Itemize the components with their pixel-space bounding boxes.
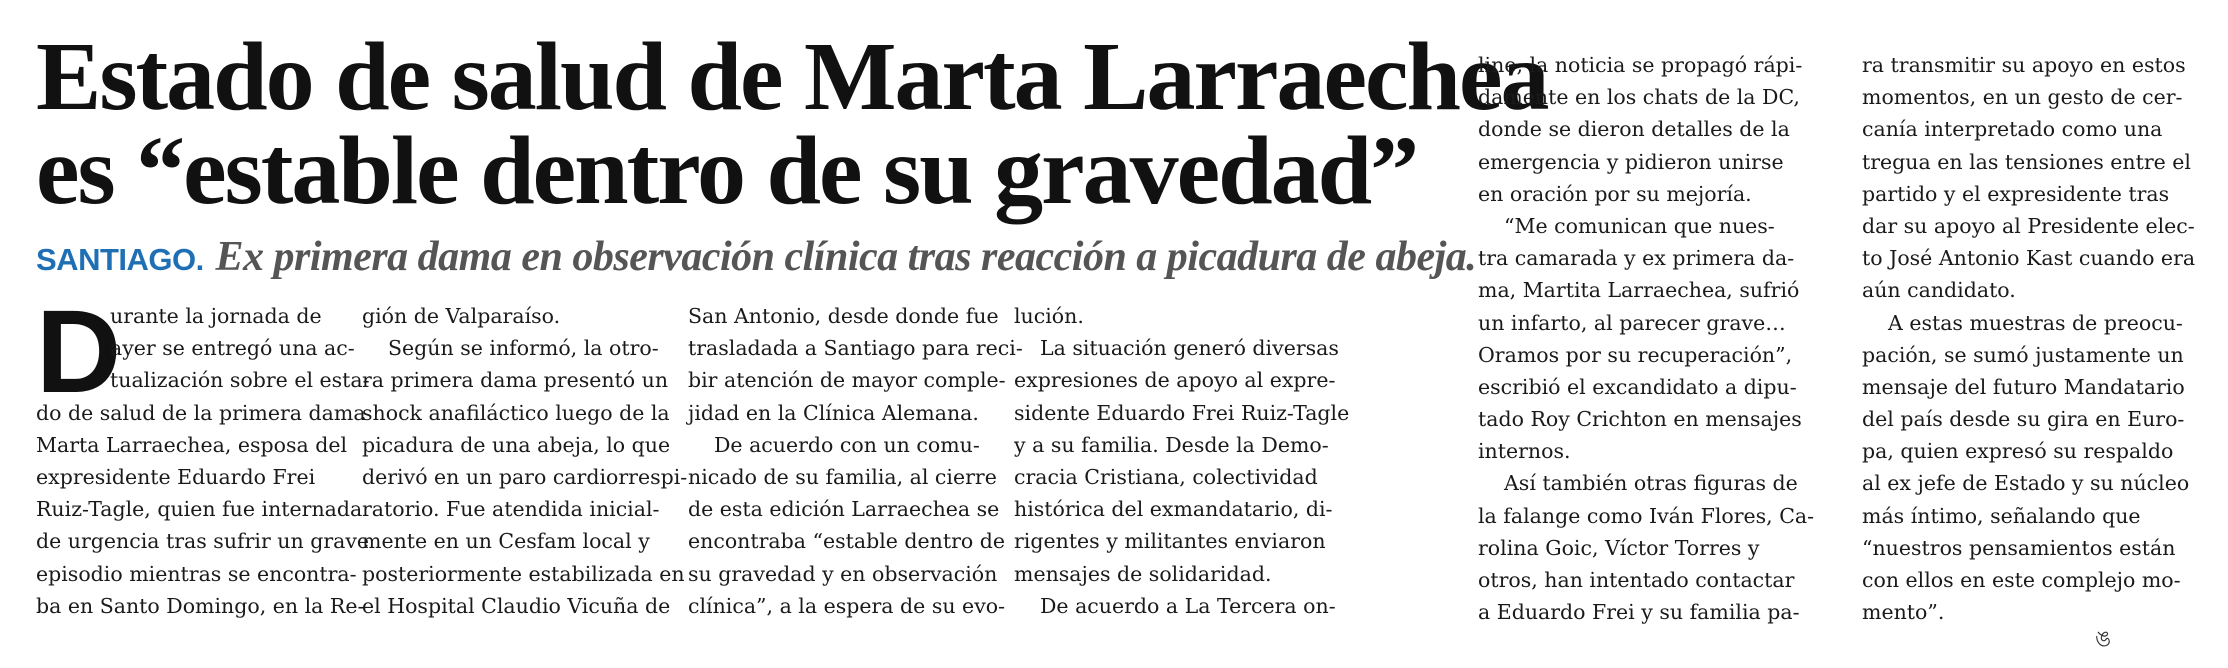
article-line: tra camarada y ex primera da- [1478, 246, 1795, 271]
headline-line-1: Estado de salud de Marta Larraechea [36, 23, 1548, 131]
article-line: nicado de su familia, al cierre [688, 464, 997, 489]
article-line: A estas muestras de preocu- [1888, 310, 2183, 335]
article-line: “Me comunican que nues- [1504, 213, 1775, 238]
article-column-3 [688, 300, 1023, 622]
article-line: un infarto, al parecer grave… [1478, 310, 1786, 335]
article-line: De acuerdo a La Tercera on- [1040, 593, 1336, 618]
article-line: emergencia y pidieron unirse [1478, 149, 1784, 174]
article-column-4 [1014, 300, 1350, 622]
article-line: expresidente Eduardo Frei [36, 464, 316, 489]
article-line: cracia Cristiana, colectividad [1014, 464, 1318, 489]
article-line: donde se dieron detalles de la [1478, 117, 1790, 142]
location-kicker: SANTIAGO. [36, 242, 204, 277]
article-line: mente en un Cesfam local y [362, 529, 650, 554]
headline [36, 23, 1548, 225]
article-line: bir atención de mayor comple- [688, 368, 1006, 393]
article-line: ratorio. Fue atendida inicial- [362, 497, 660, 522]
article-line: Marta Larraechea, esposa del [36, 432, 348, 457]
drop-cap: D [36, 286, 122, 418]
article-line: lución. [1014, 304, 1084, 328]
article-line: su gravedad y en observación [688, 561, 998, 586]
article-line: damente en los chats de la DC, [1478, 85, 1800, 110]
article-column-6 [1862, 49, 2196, 628]
article-line: escribió el excandidato a dipu- [1478, 374, 1797, 399]
article-line: tado Roy Crichton en mensajes [1478, 407, 1802, 432]
article-line: mensajes de solidaridad. [1014, 561, 1272, 586]
article-line: trasladada a Santiago para reci- [688, 336, 1023, 361]
article-line: picadura de una abeja, lo que [362, 432, 671, 457]
article-line: en oración por su mejoría. [1478, 181, 1752, 206]
article-line: mensaje del futuro Mandatario [1862, 374, 2185, 399]
headline-line-2: es “estable dentro de su gravedad” [36, 117, 1418, 225]
end-of-article-mark: ঙ [2095, 627, 2112, 652]
article-line: jidad en la Clínica Alemana. [688, 400, 979, 425]
article-line: internos. [1478, 439, 1571, 464]
article-line: del país desde su gira en Euro- [1862, 407, 2185, 432]
article-line: gión de Valparaíso. [362, 304, 561, 328]
article-line: Oramos por su recuperación”, [1478, 342, 1793, 367]
article-line: to José Antonio Kast cuando era [1862, 246, 2196, 271]
article-line: rigentes y militantes enviaron [1014, 529, 1326, 554]
article-line: ra transmitir su apoyo en estos [1862, 53, 2186, 77]
article-column-2 [362, 300, 688, 622]
article-line: ayer se entregó una ac- [110, 336, 355, 361]
article-line: mento”. [1862, 600, 1945, 625]
article-column-1 [36, 286, 370, 622]
article-line: La situación generó diversas [1040, 336, 1339, 361]
article-line: tregua en las tensiones entre el [1862, 149, 2191, 174]
article-line: dar su apoyo al Presidente elec- [1862, 213, 2195, 238]
article-line: pa, quien expresó su respaldo [1862, 439, 2174, 464]
article-line: “nuestros pensamientos están [1862, 535, 2176, 560]
article-line: encontraba “estable dentro de [688, 529, 1006, 554]
article-line: Ruiz-Tagle, quien fue internada [36, 497, 363, 522]
article-line: Según se informó, la otro- [388, 336, 659, 361]
article-line: De acuerdo con un comu- [714, 432, 980, 457]
article-line: ma, Martita Larraechea, sufrió [1478, 278, 1800, 303]
article-line: aún candidato. [1862, 278, 2016, 303]
article-line: otros, han intentado contactar [1478, 568, 1795, 592]
article-line: sidente Eduardo Frei Ruiz-Tagle [1014, 400, 1350, 425]
article-line: episodio mientras se encontra- [36, 561, 357, 586]
article-line: partido y el expresidente tras [1862, 181, 2170, 206]
article-line: ba en Santo Domingo, en la Re- [36, 593, 365, 618]
article-line: y a su familia. Desde la Demo- [1014, 432, 1329, 457]
article-line: a Eduardo Frei y su familia pa- [1478, 600, 1800, 625]
article-line: ra primera dama presentó un [362, 368, 669, 393]
article-line: al ex jefe de Estado y su núcleo [1862, 471, 2190, 496]
article-line: expresiones de apoyo al expre- [1014, 368, 1336, 393]
article-line: San Antonio, desde donde fue [688, 304, 999, 328]
article-line: derivó en un paro cardiorrespi- [362, 464, 688, 489]
subheadline [36, 235, 1476, 282]
article-line: urante la jornada de [110, 304, 322, 328]
article-line: line, la noticia se propagó rápi- [1478, 53, 1803, 77]
article-line: histórica del exmandatario, di- [1014, 497, 1333, 522]
article-line: shock anafiláctico luego de la [362, 400, 670, 425]
article-column-5 [1478, 49, 1815, 628]
article-line: Así también otras figuras de [1504, 471, 1798, 496]
article-line: tualización sobre el esta- [110, 368, 370, 393]
article-line: posteriormente estabilizada en [362, 561, 685, 586]
article-line: el Hospital Claudio Vicuña de [362, 593, 671, 618]
article-line: rolina Goic, Víctor Torres y [1478, 535, 1760, 560]
deck-text: Ex primera dama en observación clínica tras reacción a picadura de abeja. [215, 234, 1477, 280]
article-line: la falange como Iván Flores, Ca- [1478, 503, 1815, 528]
article-line: canía interpretado como una [1862, 117, 2163, 142]
article-line: do de salud de la primera dama [36, 400, 366, 425]
article-line: más íntimo, señalando que [1862, 503, 2141, 528]
article-line: de esta edición Larraechea se [688, 497, 1000, 522]
article-line: con ellos en este complejo mo- [1862, 568, 2181, 592]
article-line: momentos, en un gesto de cer- [1862, 85, 2183, 110]
article-line: clínica”, a la espera de su evo- [688, 593, 1006, 618]
article-line: pación, se sumó justamente un [1862, 342, 2184, 367]
article-line: de urgencia tras sufrir un grave [36, 529, 370, 554]
